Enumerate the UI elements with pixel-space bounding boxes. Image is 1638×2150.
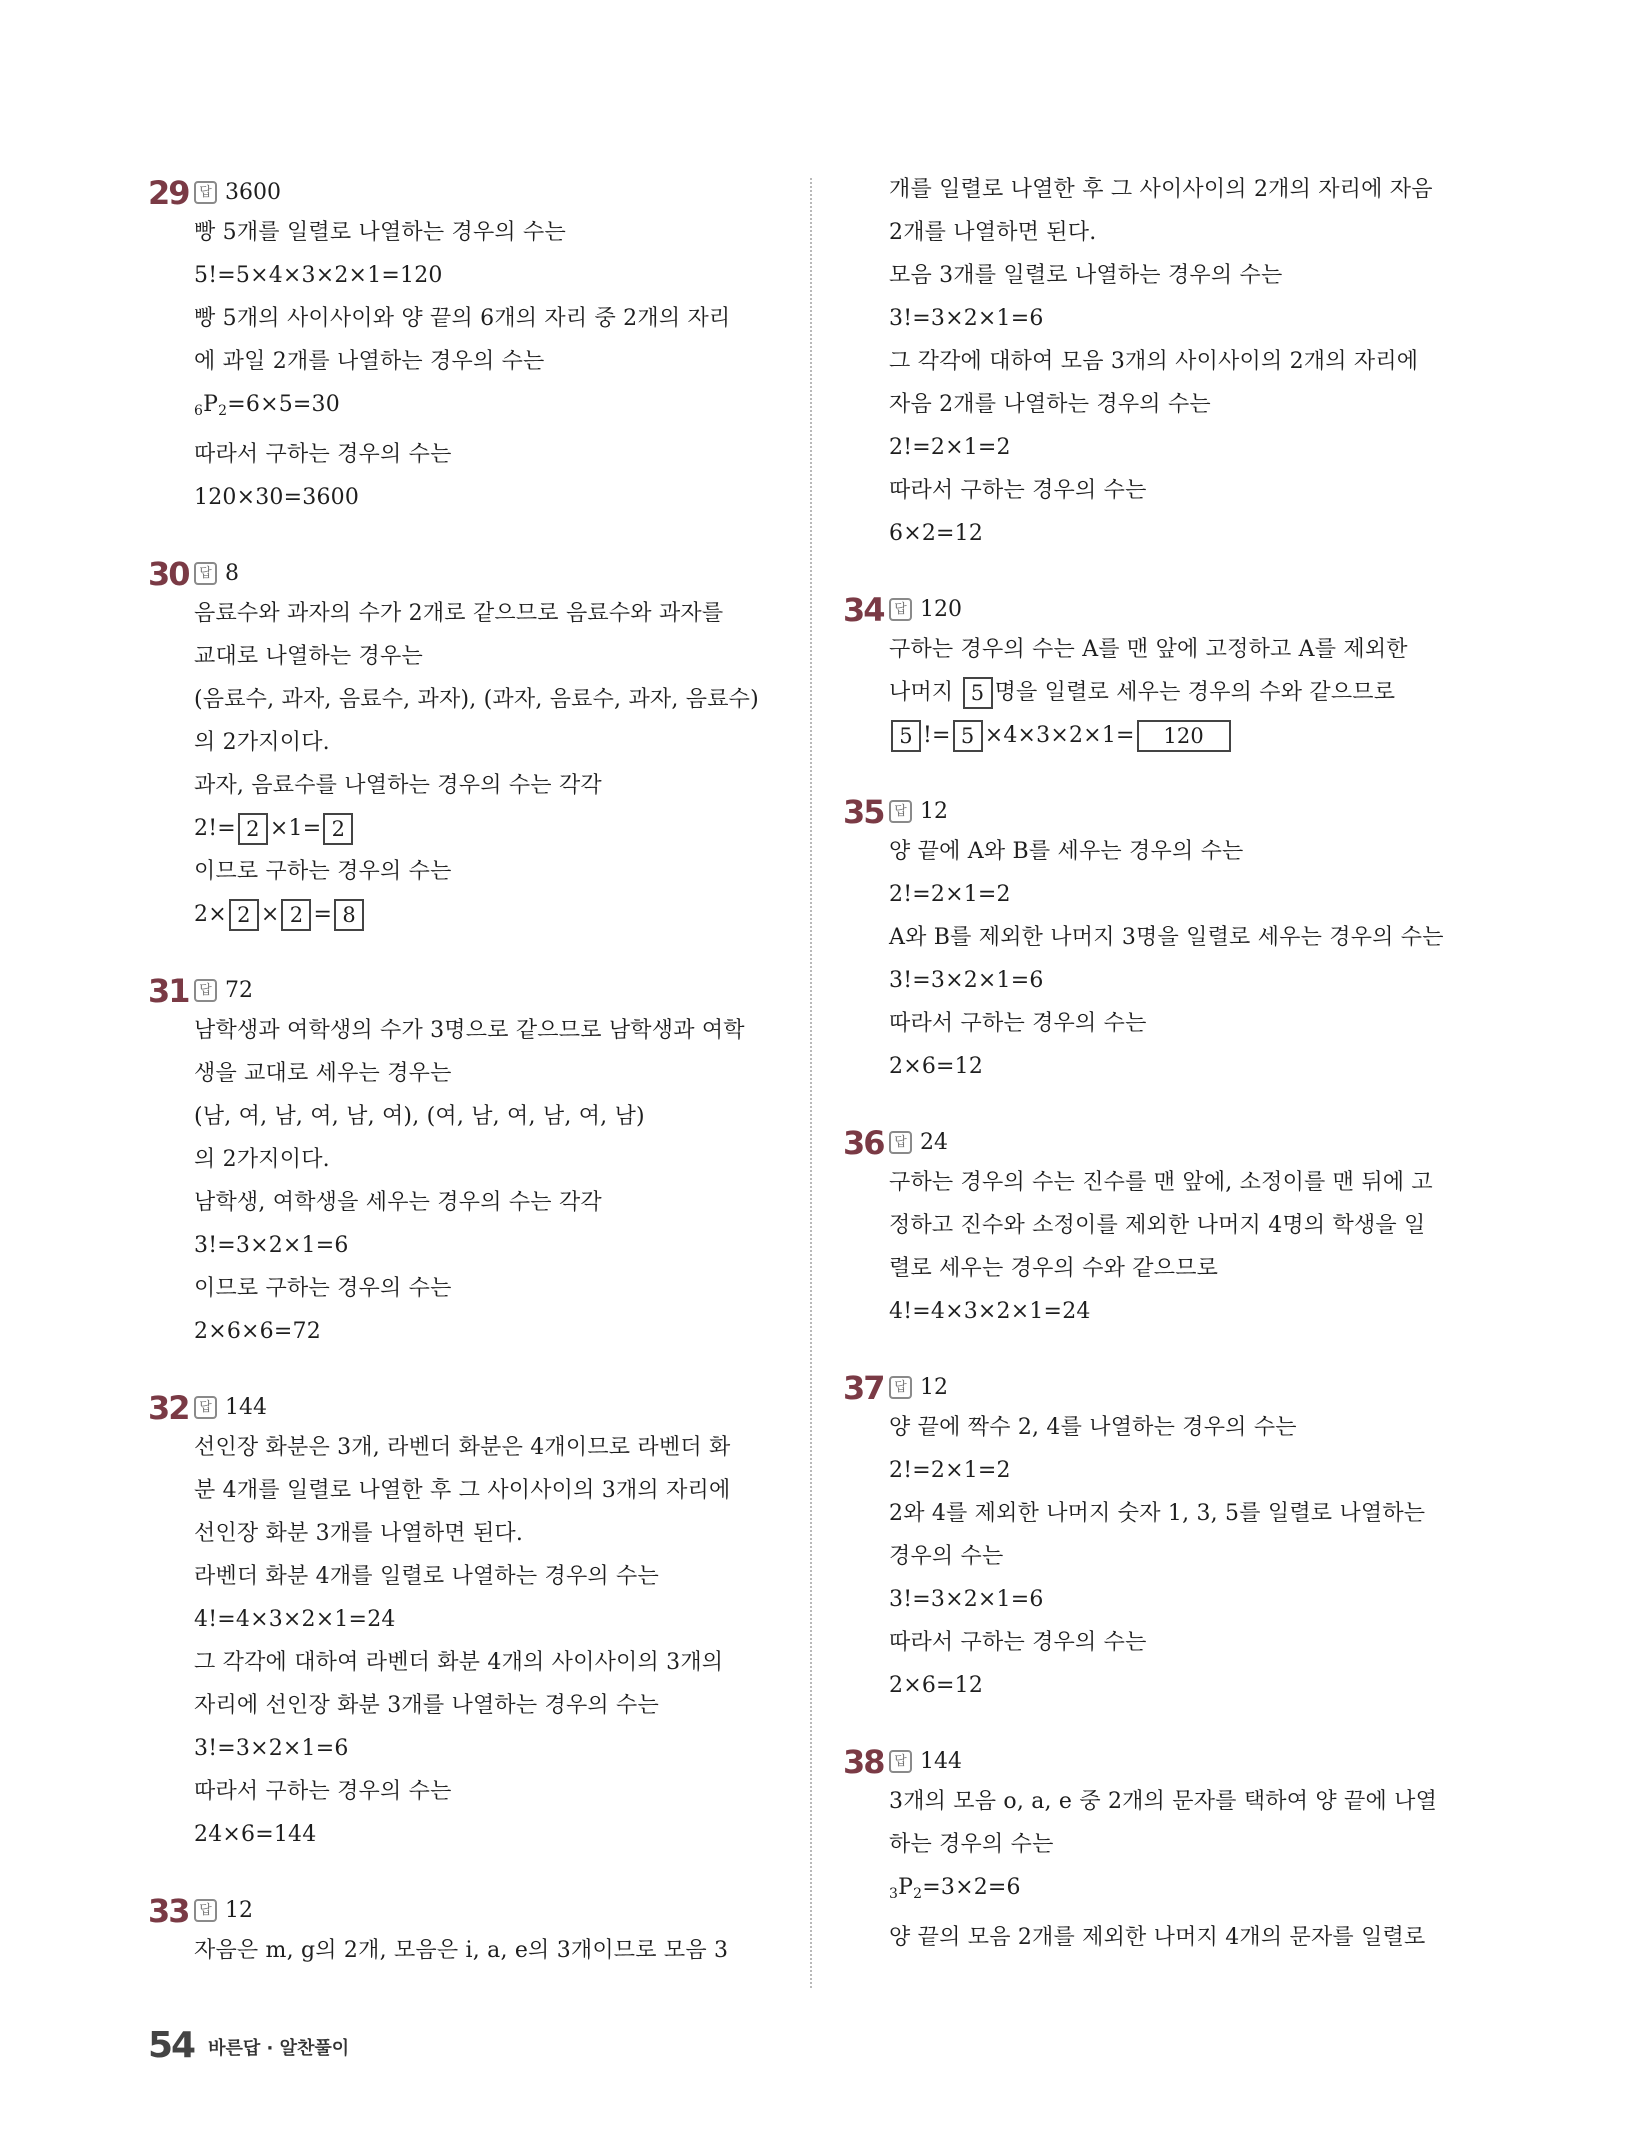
right-column xyxy=(843,168,1483,1989)
solution-line: 자음 2개를 나열하는 경우의 수는 xyxy=(889,392,1211,417)
solution-line: 과자, 음료수를 나열하는 경우의 수는 각각 xyxy=(194,773,602,798)
answer-value: 72 xyxy=(225,978,253,1003)
solution-body xyxy=(843,168,1483,555)
left-column xyxy=(148,168,788,2002)
solution-line: 남학생과 여학생의 수가 3명으로 같으므로 남학생과 여학 xyxy=(194,1018,745,1043)
solution-line: 120×30=3600 xyxy=(194,485,360,510)
equation-text: ×4×3×2×1= xyxy=(984,723,1135,748)
equation-text: ×1= xyxy=(269,816,322,841)
solution-line: 2!=2×1=2 xyxy=(889,1458,1011,1483)
solution-line: 따라서 구하는 경우의 수는 xyxy=(889,478,1147,503)
problem-29 xyxy=(148,168,788,519)
permutation-symbol: P xyxy=(203,392,219,417)
solution-line: 그 각각에 대하여 모음 3개의 사이사이의 2개의 자리에 xyxy=(889,349,1419,374)
answer-value: 12 xyxy=(920,1375,948,1400)
solution-line: 빵 5개의 사이사이와 양 끝의 6개의 자리 중 2개의 자리 xyxy=(194,306,731,331)
solution-line xyxy=(889,1866,1483,1916)
answer-badge: 답 xyxy=(889,800,912,823)
answer-badge: 답 xyxy=(889,1376,912,1399)
solution-line xyxy=(889,671,1483,714)
solution-body xyxy=(148,1929,788,1972)
solution-line: 양 끝에 A와 B를 세우는 경우의 수는 xyxy=(889,839,1244,864)
answer-value: 120 xyxy=(920,597,962,622)
problem-number: 35 xyxy=(843,793,884,831)
solution-line: 2!=2×1=2 xyxy=(889,435,1011,460)
equation-text: 나머지 xyxy=(889,680,961,705)
problem-32 xyxy=(148,1383,788,1856)
solution-line: 따라서 구하는 경우의 수는 xyxy=(889,1011,1147,1036)
permutation-symbol: P xyxy=(898,1875,914,1900)
solution-line: 5!=5×4×3×2×1=120 xyxy=(194,263,443,288)
solution-line: 4!=4×3×2×1=24 xyxy=(889,1299,1091,1324)
problem-header xyxy=(148,966,788,1009)
solution-line: 그 각각에 대하여 라벤더 화분 4개의 사이사이의 3개의 xyxy=(194,1650,724,1675)
permutation-prefix: 3 xyxy=(889,1886,899,1902)
problem-number: 32 xyxy=(148,1389,189,1427)
solution-line: 6×2=12 xyxy=(889,521,984,546)
solution-body xyxy=(843,830,1483,1088)
problem-number: 31 xyxy=(148,972,189,1010)
solution-line: 에 과일 2개를 나열하는 경우의 수는 xyxy=(194,349,545,374)
solution-line: 선인장 화분은 3개, 라벤더 화분은 4개이므로 라벤더 화 xyxy=(194,1435,731,1460)
solution-line: 정하고 진수와 소정이를 제외한 나머지 4명의 학생을 일 xyxy=(889,1213,1426,1238)
answer-box: 120 xyxy=(1137,720,1231,752)
answer-value: 3600 xyxy=(225,180,281,205)
problem-30 xyxy=(148,549,788,936)
problem-header xyxy=(843,787,1483,830)
solution-line: (음료수, 과자, 음료수, 과자), (과자, 음료수, 과자, 음료수) xyxy=(194,687,759,712)
solution-line: 2×6=12 xyxy=(889,1673,984,1698)
equation-text: = xyxy=(313,902,333,927)
page-footer xyxy=(148,2025,349,2066)
problem-number: 36 xyxy=(843,1124,884,1162)
equation-text: 2!= xyxy=(194,816,236,841)
answer-value: 8 xyxy=(225,561,239,586)
solution-line: 양 끝의 모음 2개를 제외한 나머지 4개의 문자를 일렬로 xyxy=(889,1925,1426,1950)
permutation-subscript: 2 xyxy=(218,403,228,419)
solution-line: 라벤더 화분 4개를 일렬로 나열하는 경우의 수는 xyxy=(194,1564,659,1589)
solution-line: 양 끝에 짝수 2, 4를 나열하는 경우의 수는 xyxy=(889,1415,1297,1440)
solution-line: 이므로 구하는 경우의 수는 xyxy=(194,1276,452,1301)
equation-text: 2× xyxy=(194,902,227,927)
problem-header xyxy=(148,168,788,211)
solution-line: 남학생, 여학생을 세우는 경우의 수는 각각 xyxy=(194,1190,602,1215)
problem-header xyxy=(843,1118,1483,1161)
solution-line: 의 2가지이다. xyxy=(194,730,330,755)
solution-line: 3!=3×2×1=6 xyxy=(889,1587,1044,1612)
answer-box: 5 xyxy=(891,720,921,752)
problem-34 xyxy=(843,585,1483,757)
problem-header xyxy=(148,1383,788,1426)
solution-line: 3개의 모음 o, a, e 중 2개의 문자를 택하여 양 끝에 나열 xyxy=(889,1789,1438,1814)
solution-line: 개를 일렬로 나열한 후 그 사이사이의 2개의 자리에 자음 xyxy=(889,177,1433,202)
solution-line: 분 4개를 일렬로 나열한 후 그 사이사이의 3개의 자리에 xyxy=(194,1478,731,1503)
problem-37 xyxy=(843,1363,1483,1707)
problem-header xyxy=(843,585,1483,628)
problem-number: 37 xyxy=(843,1369,884,1407)
problem-number: 38 xyxy=(843,1743,884,1781)
solution-line: 구하는 경우의 수는 진수를 맨 앞에, 소정이를 맨 뒤에 고 xyxy=(889,1170,1433,1195)
answer-box: 2 xyxy=(323,813,353,845)
solution-body xyxy=(843,1406,1483,1707)
problem-header xyxy=(148,549,788,592)
problem-33 xyxy=(148,1886,788,1972)
problem-number: 34 xyxy=(843,591,884,629)
solution-line: 2×6×6=72 xyxy=(194,1319,321,1344)
answer-box: 8 xyxy=(334,899,364,931)
problem-number: 33 xyxy=(148,1892,189,1930)
answer-badge: 답 xyxy=(889,1750,912,1773)
solution-line: (남, 여, 남, 여, 남, 여), (여, 남, 여, 남, 여, 남) xyxy=(194,1104,645,1129)
answer-box: 2 xyxy=(229,899,259,931)
solution-body xyxy=(148,1426,788,1856)
solution-line: 렬로 세우는 경우의 수와 같으므로 xyxy=(889,1256,1219,1281)
solution-line: 빵 5개를 일렬로 나열하는 경우의 수는 xyxy=(194,220,566,245)
solution-body xyxy=(843,1780,1483,1959)
solution-line: 4!=4×3×2×1=24 xyxy=(194,1607,396,1632)
solution-line: A와 B를 제외한 나머지 3명을 일렬로 세우는 경우의 수는 xyxy=(889,925,1444,950)
solution-line: 따라서 구하는 경우의 수는 xyxy=(194,1779,452,1804)
solution-line: 2개를 나열하면 된다. xyxy=(889,220,1097,245)
solution-line xyxy=(194,807,788,850)
problem-35 xyxy=(843,787,1483,1088)
answer-badge: 답 xyxy=(194,562,217,585)
answer-value: 12 xyxy=(920,799,948,824)
permutation-prefix: 6 xyxy=(194,403,204,419)
answer-badge: 답 xyxy=(194,1899,217,1922)
answer-badge: 답 xyxy=(194,979,217,1002)
solution-line: 3!=3×2×1=6 xyxy=(194,1736,349,1761)
solution-line: 3!=3×2×1=6 xyxy=(889,306,1044,331)
answer-box: 2 xyxy=(281,899,311,931)
problem-33-continued xyxy=(843,168,1483,555)
problem-header xyxy=(148,1886,788,1929)
solution-line: 이므로 구하는 경우의 수는 xyxy=(194,859,452,884)
problem-31 xyxy=(148,966,788,1353)
answer-box: 5 xyxy=(953,720,983,752)
equation-text: × xyxy=(260,902,280,927)
equation-text: 명을 일렬로 세우는 경우의 수와 같으므로 xyxy=(994,680,1396,705)
answer-box: 2 xyxy=(238,813,268,845)
problem-38 xyxy=(843,1737,1483,1959)
solution-line: 경우의 수는 xyxy=(889,1544,1004,1569)
solution-body xyxy=(843,628,1483,757)
solution-line: 음료수와 과자의 수가 2개로 같으므로 음료수와 과자를 xyxy=(194,601,724,626)
answer-value: 144 xyxy=(225,1395,267,1420)
solution-line: 생을 교대로 세우는 경우는 xyxy=(194,1061,452,1086)
solution-line: 따라서 구하는 경우의 수는 xyxy=(889,1630,1147,1655)
solution-line: 따라서 구하는 경우의 수는 xyxy=(194,442,452,467)
answer-badge: 답 xyxy=(194,181,217,204)
solution-line: 구하는 경우의 수는 A를 맨 앞에 고정하고 A를 제외한 xyxy=(889,637,1408,662)
problem-header xyxy=(843,1363,1483,1406)
solution-body xyxy=(843,1161,1483,1333)
problem-header xyxy=(843,1737,1483,1780)
answer-badge: 답 xyxy=(194,1396,217,1419)
solution-line: 24×6=144 xyxy=(194,1822,317,1847)
footer-title: 바른답 · 알찬풀이 xyxy=(208,2038,350,2059)
equation-text: =6×5=30 xyxy=(227,392,340,417)
solution-line: 2!=2×1=2 xyxy=(889,882,1011,907)
equation-text: =3×2=6 xyxy=(922,1875,1021,1900)
solution-line: 의 2가지이다. xyxy=(194,1147,330,1172)
solution-line: 자리에 선인장 화분 3개를 나열하는 경우의 수는 xyxy=(194,1693,659,1718)
solution-line: 3!=3×2×1=6 xyxy=(194,1233,349,1258)
solution-body xyxy=(148,592,788,936)
solution-line xyxy=(194,383,788,433)
solution-line: 2와 4를 제외한 나머지 숫자 1, 3, 5를 일렬로 나열하는 xyxy=(889,1501,1426,1526)
equation-text: != xyxy=(923,723,951,748)
problem-number: 29 xyxy=(148,174,189,212)
problem-number: 30 xyxy=(148,555,189,593)
solution-line: 자음은 m, g의 2개, 모음은 i, a, e의 3개이므로 모음 3 xyxy=(194,1938,729,1963)
answer-value: 144 xyxy=(920,1749,962,1774)
solution-line: 선인장 화분 3개를 나열하면 된다. xyxy=(194,1521,524,1546)
answer-value: 24 xyxy=(920,1130,948,1155)
solution-line: 교대로 나열하는 경우는 xyxy=(194,644,423,669)
column-divider xyxy=(810,178,812,1988)
problem-36 xyxy=(843,1118,1483,1333)
solution-line: 2×6=12 xyxy=(889,1054,984,1079)
solution-line: 모음 3개를 일렬로 나열하는 경우의 수는 xyxy=(889,263,1283,288)
page-number: 54 xyxy=(148,2025,195,2066)
solution-line: 3!=3×2×1=6 xyxy=(889,968,1044,993)
answer-badge: 답 xyxy=(889,1131,912,1154)
answer-badge: 답 xyxy=(889,598,912,621)
answer-box: 5 xyxy=(963,677,993,709)
solution-line: 하는 경우의 수는 xyxy=(889,1832,1054,1857)
answer-value: 12 xyxy=(225,1898,253,1923)
solution-line xyxy=(889,714,1483,757)
solution-body xyxy=(148,1009,788,1353)
permutation-subscript: 2 xyxy=(913,1886,923,1902)
solution-body xyxy=(148,211,788,519)
solution-line xyxy=(194,893,788,936)
